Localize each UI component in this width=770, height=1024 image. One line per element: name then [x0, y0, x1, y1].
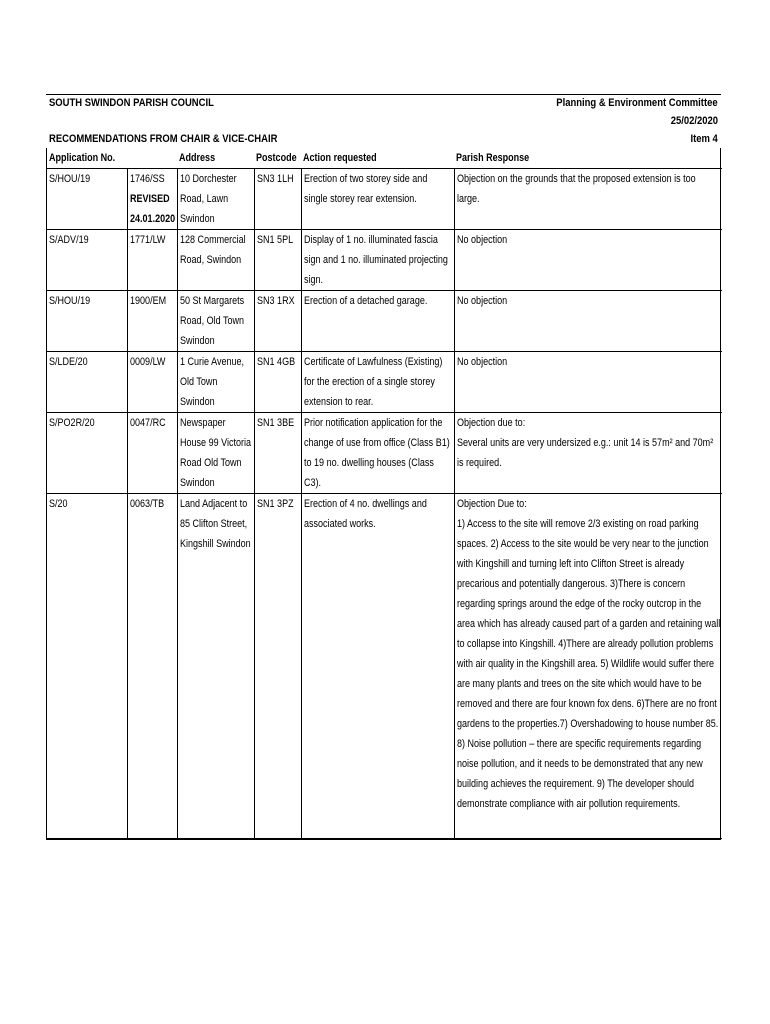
postcode: SN1 3PZ [254, 494, 301, 839]
address: 128 Commercial Road, Swindon [177, 230, 254, 291]
header-row-3 [46, 130, 721, 148]
col-response: Parish Response [454, 148, 722, 169]
table-row [47, 230, 722, 291]
document-subtitle: RECOMMENDATIONS FROM CHAIR & VICE-CHAIR [49, 133, 278, 145]
parish-response: No objection [454, 352, 722, 413]
table-row [47, 494, 722, 839]
col-address: Address [177, 148, 254, 169]
parish-response [454, 494, 722, 839]
app-number: 1771/LW [127, 230, 177, 291]
postcode: SN1 5PL [254, 230, 301, 291]
address: 50 St Margarets Road, Old Town Swindon [177, 291, 254, 352]
item-number: Item 4 [690, 133, 718, 145]
action-requested: Display of 1 no. illuminated fascia sign and 1 no. illuminated projecting sign. [301, 230, 454, 291]
app-prefix: S/PO2R/20 [47, 413, 127, 494]
app-prefix: S/LDE/20 [47, 352, 127, 413]
app-number: 0009/LW [127, 352, 177, 413]
app-prefix: S/20 [47, 494, 127, 839]
col-application: Application No. [47, 148, 177, 169]
parish-council-document [46, 94, 721, 840]
col-postcode: Postcode [254, 148, 301, 169]
action-requested: Erection of two storey side and single storey rear extension. [301, 169, 454, 230]
response-body: 1) Access to the site will remove 2/3 existing on road parking spaces. 2) Access to the site would be very near to the junction with Kingshill and turning left into Clifton Street is already precarious and potentially dangerous. 3)There is concern regarding springs around the edge of the rocky outcrop in the area which has already caused part of a garden and retaining wall to collapse into Kingshill. 4)There are already pollution problems with air quality in the Kingshill area. 5) Wildlife would suffer there are many plants and trees on the site which would have to be removed and there are four known fox dens. 6)There are no front gardens to the properties.7) Overshadowing to house number 85. 8) Noise pollution – there are specific requirements regarding noise pollution, and it needs to be demonstrated that any new building achieves the requirement. 9) The developer should demonstrate compliance with air pollution requirements. [456, 518, 720, 810]
address: Newspaper House 99 Victoria Road Old Town Swindon [177, 413, 254, 494]
address: 10 Dorchester Road, Lawn Swindon [177, 169, 254, 230]
app-prefix: S/HOU/19 [47, 169, 127, 230]
parish-response: No objection [454, 230, 722, 291]
parish-response: No objection [454, 291, 722, 352]
parish-response: Objection on the grounds that the proposed extension is too large. [454, 169, 722, 230]
postcode: SN1 4GB [254, 352, 301, 413]
action-requested: Certificate of Lawfulness (Existing) for the erection of a single storey extension to rear. [301, 352, 454, 413]
address: Land Adjacent to 85 Clifton Street, Kingshill Swindon [177, 494, 254, 839]
committee-name: Planning & Environment Committee [556, 97, 718, 109]
column-header-row [47, 148, 722, 169]
app-number: 0063/TB [127, 494, 177, 839]
header-row-2 [46, 112, 721, 130]
council-name: SOUTH SWINDON PARISH COUNCIL [49, 97, 214, 109]
table-row [47, 291, 722, 352]
table-row [47, 352, 722, 413]
applications-table [47, 148, 722, 839]
app-prefix: S/ADV/19 [47, 230, 127, 291]
parish-response [454, 413, 722, 494]
table-row [47, 413, 722, 494]
app-number: 0047/RC [127, 413, 177, 494]
table-row [47, 169, 722, 230]
app-number: 1900/EM [127, 291, 177, 352]
action-requested: Prior notification application for the change of use from office (Class B1) to 19 no. dwelling houses (Class C3). [301, 413, 454, 494]
action-requested: Erection of a detached garage. [301, 291, 454, 352]
action-requested: Erection of 4 no. dwellings and associated works. [301, 494, 454, 839]
postcode: SN1 3BE [254, 413, 301, 494]
app-number: 1746/SS REVISED 24.01.2020 [127, 169, 177, 230]
response-title: Objection Due to: [456, 498, 527, 510]
address: 1 Curie Avenue, Old Town Swindon [177, 352, 254, 413]
header-row-1 [46, 94, 721, 112]
postcode: SN3 1LH [254, 169, 301, 230]
col-action: Action requested [301, 148, 454, 169]
meeting-date: 25/02/2020 [670, 115, 718, 127]
response-title: Objection due to: [456, 417, 525, 429]
postcode: SN3 1RX [254, 291, 301, 352]
response-body: Several units are very undersized e.g.: unit 14 is 57m² and 70m² is required. [456, 437, 713, 469]
applications-table-wrapper [46, 148, 721, 840]
app-prefix: S/HOU/19 [47, 291, 127, 352]
